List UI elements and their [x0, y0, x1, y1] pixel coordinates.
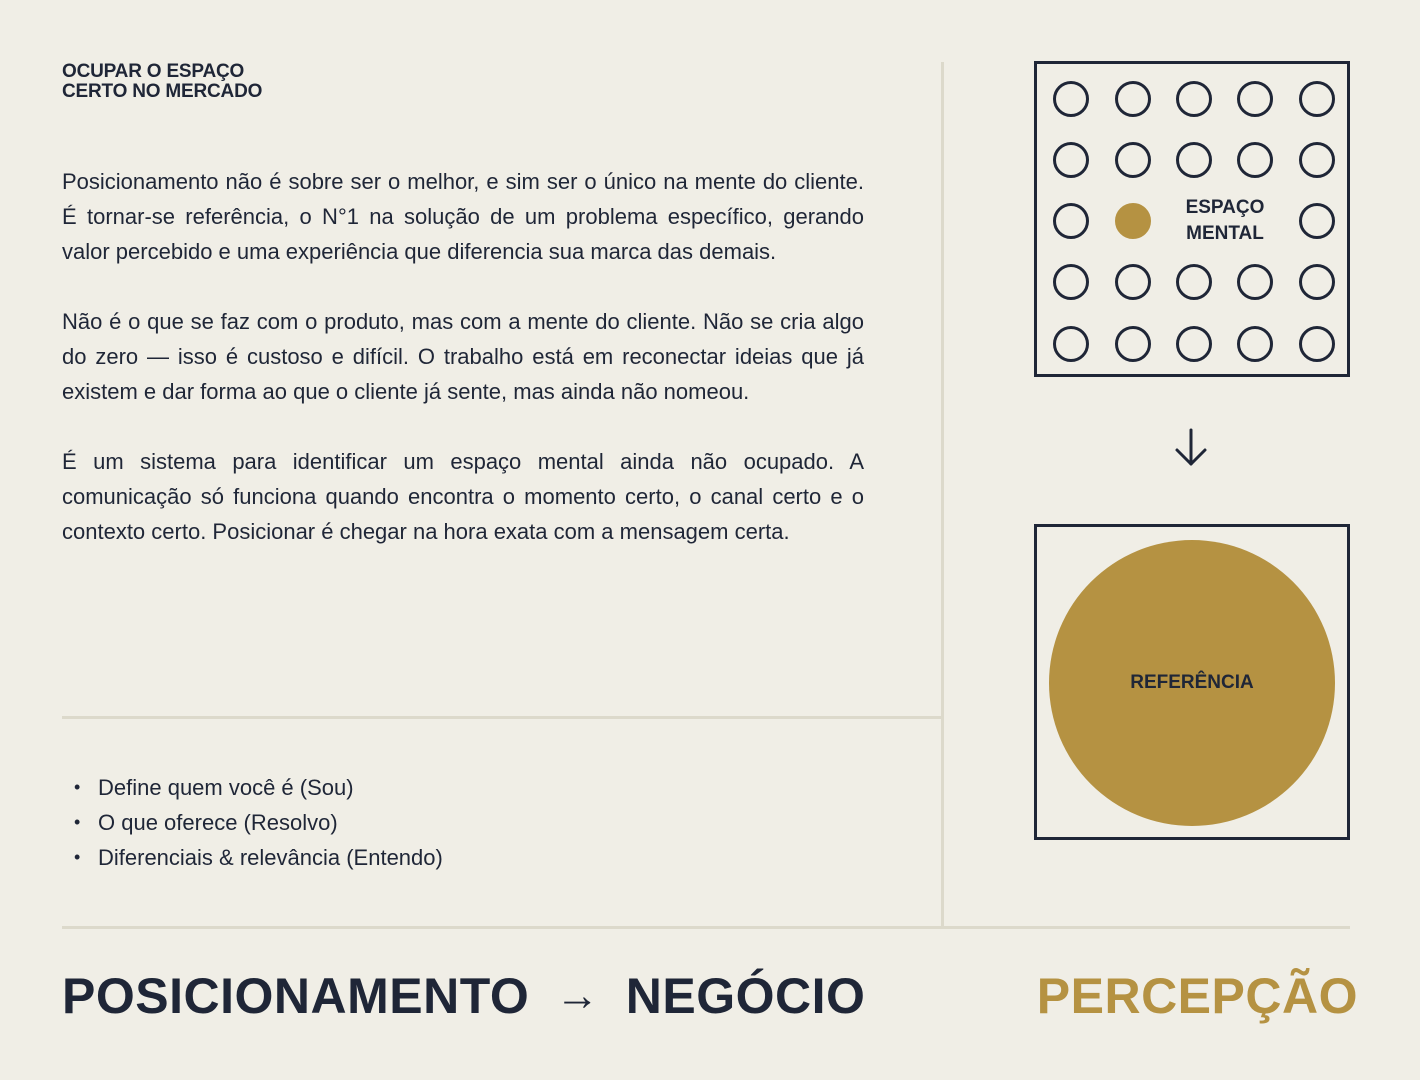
- grid-label-line-1: ESPAÇO: [1185, 197, 1265, 218]
- paragraph: É um sistema para identificar um espaço mental ainda não ocupado. A comunicação só funciona quando encontra o momento certo, o canal certo e o contexto certo. Posicionar é chegar na hora exata com a mensagem certa.: [62, 449, 864, 544]
- body-text: [62, 164, 864, 584]
- horizontal-divider: [62, 716, 942, 719]
- arrow-right-icon: →: [555, 971, 600, 1020]
- mental-space-grid: [1034, 61, 1350, 377]
- empty-dot: [1237, 264, 1273, 300]
- eyebrow-line-2: CERTO NO MERCADO: [62, 81, 263, 102]
- empty-dot: [1053, 203, 1089, 239]
- paragraph: Posicionamento não é sobre ser o melhor, e sim ser o único na mente do cliente. É tornar-se referência, o N°1 na solução de um problema específico, gerando valor percebido e uma experiência que diferencia sua marca das demais.: [62, 169, 864, 264]
- empty-dot: [1176, 142, 1212, 178]
- footer-title: [62, 966, 865, 1026]
- grid-label: [1165, 195, 1285, 247]
- paragraph: Não é o que se faz com o produto, mas com a mente do cliente. Não se cria algo do zero — isso é custoso e difícil. O trabalho está em reconectar ideias que já existem e dar forma ao que o cliente já sente, mas ainda não nomeou.: [62, 309, 864, 404]
- empty-dot: [1237, 142, 1273, 178]
- footer-left-word: POSICIONAMENTO: [62, 968, 530, 1024]
- reference-box: [1034, 524, 1350, 840]
- empty-dot: [1299, 264, 1335, 300]
- grid-label-line-2: MENTAL: [1186, 223, 1264, 244]
- list-item: • Define quem você é (Sou): [62, 770, 443, 805]
- list-item: • Diferenciais & relevância (Entendo): [62, 840, 443, 875]
- empty-dot: [1053, 326, 1089, 362]
- footer-divider: [62, 926, 1350, 929]
- empty-dot: [1299, 81, 1335, 117]
- empty-dot: [1176, 326, 1212, 362]
- bullet-list: [62, 770, 443, 875]
- eyebrow-line-1: OCUPAR O ESPAÇO: [62, 61, 245, 82]
- empty-dot: [1299, 326, 1335, 362]
- empty-dot: [1115, 264, 1151, 300]
- empty-dot: [1237, 326, 1273, 362]
- empty-dot: [1115, 326, 1151, 362]
- filled-dot: [1115, 203, 1151, 239]
- empty-dot: [1176, 264, 1212, 300]
- footer-right-word: PERCEPÇÃO: [1036, 968, 1358, 1024]
- empty-dot: [1053, 142, 1089, 178]
- reference-label: REFERÊNCIA: [1130, 672, 1254, 693]
- empty-dot: [1299, 203, 1335, 239]
- arrow-down-icon: [1171, 426, 1211, 470]
- empty-dot: [1115, 142, 1151, 178]
- list-item: • O que oferece (Resolvo): [62, 805, 443, 840]
- empty-dot: [1176, 81, 1212, 117]
- empty-dot: [1115, 81, 1151, 117]
- empty-dot: [1053, 264, 1089, 300]
- footer-middle-word: NEGÓCIO: [625, 968, 866, 1024]
- section-eyebrow: [62, 62, 262, 102]
- empty-dot: [1237, 81, 1273, 117]
- reference-circle: [1049, 540, 1335, 826]
- vertical-divider: [941, 62, 944, 928]
- empty-dot: [1053, 81, 1089, 117]
- empty-dot: [1299, 142, 1335, 178]
